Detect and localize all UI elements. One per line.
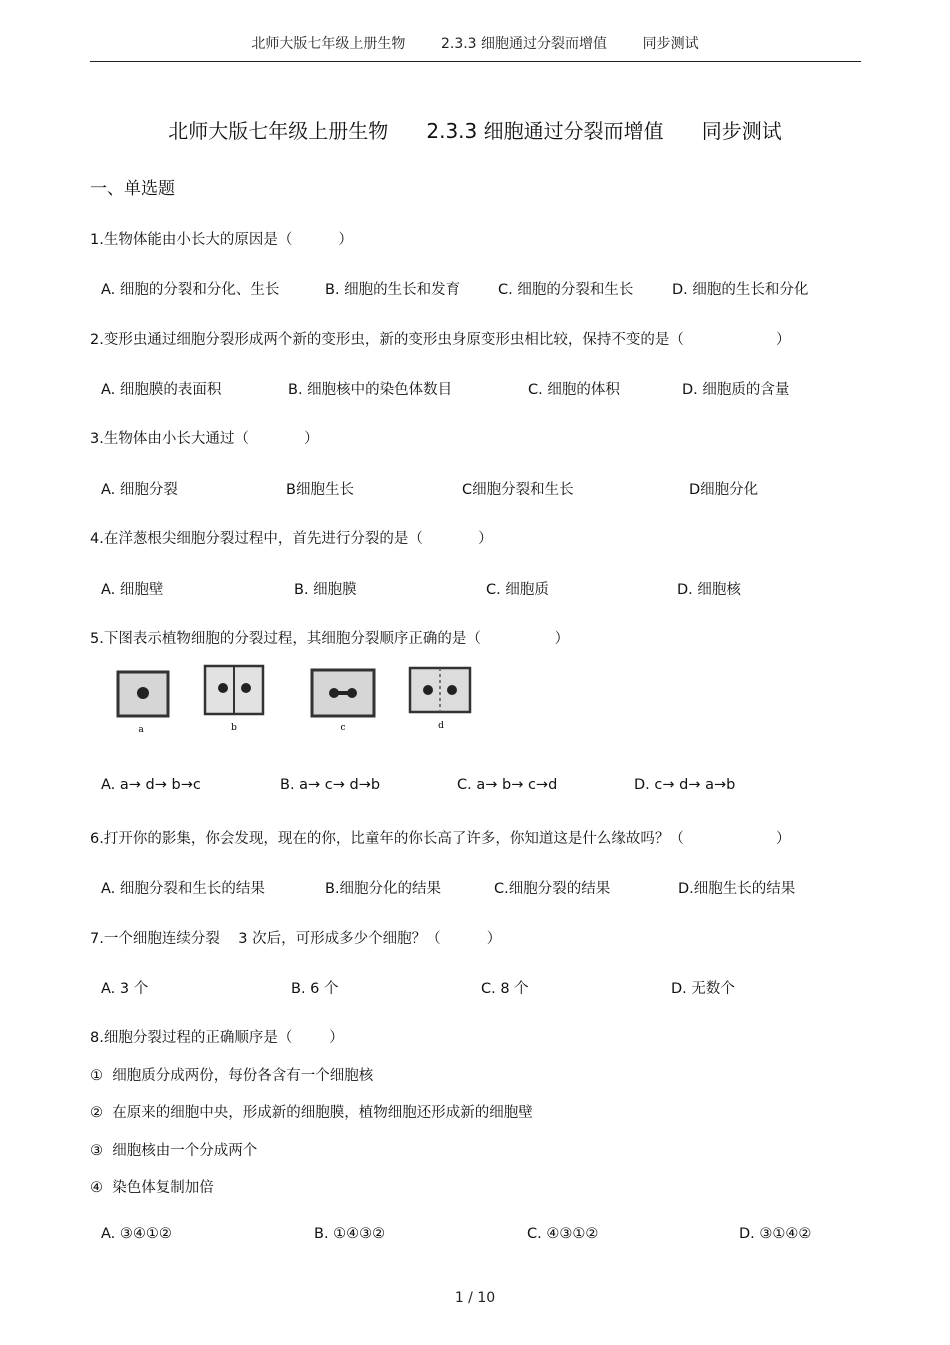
question-3: 3.生物体由小长大通过（ ） [90,431,319,447]
option-c: C. a→ b→ c→d [457,777,558,793]
cell-a-image [118,672,168,716]
question-7-options [101,977,861,999]
page-number: 1 / 10 [454,1290,496,1306]
option-d: D. 细胞的生长和分化 [672,282,809,298]
option-a: A. 细胞的分裂和分化、生长 [101,282,280,298]
question-7: 7.一个细胞连续分裂 3 次后，可形成多少个细胞？（ ） [90,931,502,947]
option-c: C. 8 个 [481,981,529,997]
option-c: C细胞分裂和生长 [462,482,574,498]
cell-label-a: a [138,725,144,735]
option-b: B细胞生长 [286,482,354,498]
question-8-step-1: ① 细胞质分成两份，每份各含有一个细胞核 [90,1068,374,1084]
option-b: B. 细胞膜 [294,582,357,598]
question-5: 5.下图表示植物细胞的分裂过程，其细胞分裂顺序正确的是（ ） [90,631,570,647]
question-8-step-3: ③ 细胞核由一个分成两个 [90,1143,258,1159]
question-5-options [101,777,861,799]
question-4: 4.在洋葱根尖细胞分裂过程中，首先进行分裂的是（ ） [90,531,493,547]
option-d: D. ③①④② [739,1226,812,1242]
option-b: B. a→ c→ d→b [280,777,381,793]
option-a: A. 细胞分裂 [101,482,178,498]
question-4-options [101,578,861,600]
page-title: 北师大版七年级上册生物 2.3.3 细胞通过分裂而增值 同步测试 [168,119,782,143]
cell-division-figure [110,660,490,740]
running-header: 北师大版七年级上册生物 2.3.3 细胞通过分裂而增值 同步测试 [251,36,699,52]
option-a: A. 细胞膜的表面积 [101,382,222,398]
option-b: B. ①④③② [314,1226,386,1242]
question-3-options [101,478,861,500]
option-a: A. ③④①② [101,1226,172,1242]
option-c: C.细胞分裂的结果 [494,881,611,897]
question-8-options [101,1226,861,1248]
cell-label-c: c [340,723,346,733]
option-d: D.细胞生长的结果 [678,881,796,897]
option-d: D细胞分化 [689,482,759,498]
question-2: 2.变形虫通过细胞分裂形成两个新的变形虫，新的变形虫身原变形虫相比较，保持不变的是（ ） [90,332,791,348]
question-1: 1.生物体能由小长大的原因是（ ） [90,232,353,248]
question-8: 8.细胞分裂过程的正确顺序是（ ） [90,1030,344,1046]
cell-d-image [410,668,470,712]
cell-label-d: d [438,721,444,731]
option-c: C. 细胞的体积 [528,382,620,398]
option-b: B.细胞分化的结果 [325,881,442,897]
option-d: D. 细胞质的含量 [682,382,790,398]
option-c: C. 细胞质 [486,582,549,598]
option-a: A. a→ d→ b→c [101,777,201,793]
option-d: D. 无数个 [671,981,735,997]
option-d: D. c→ d→ a→b [634,777,736,793]
question-2-options [101,378,861,400]
option-b: B. 细胞核中的染色体数目 [288,382,453,398]
cell-b-image [205,666,263,714]
section-heading: 一、单选题 [90,179,175,199]
question-6: 6.打开你的影集，你会发现，现在的你，比童年的你长高了许多，你知道这是什么缘故吗？（ ） [90,831,791,847]
option-b: B. 6 个 [291,981,339,997]
question-1-options [101,278,861,300]
cell-label-b: b [231,723,237,733]
option-d: D. 细胞核 [677,582,741,598]
option-a: A. 细胞分裂和生长的结果 [101,881,265,897]
option-c: C. 细胞的分裂和生长 [498,282,634,298]
cell-c-image [312,670,374,716]
option-c: C. ④③①② [527,1226,599,1242]
option-a: A. 3 个 [101,981,149,997]
question-8-step-4: ④ 染色体复制加倍 [90,1180,214,1196]
header-rule [90,61,861,62]
question-6-options [101,877,861,899]
option-b: B. 细胞的生长和发育 [325,282,461,298]
question-8-step-2: ② 在原来的细胞中央，形成新的细胞膜，植物细胞还形成新的细胞壁 [90,1105,533,1121]
option-a: A. 细胞壁 [101,582,164,598]
